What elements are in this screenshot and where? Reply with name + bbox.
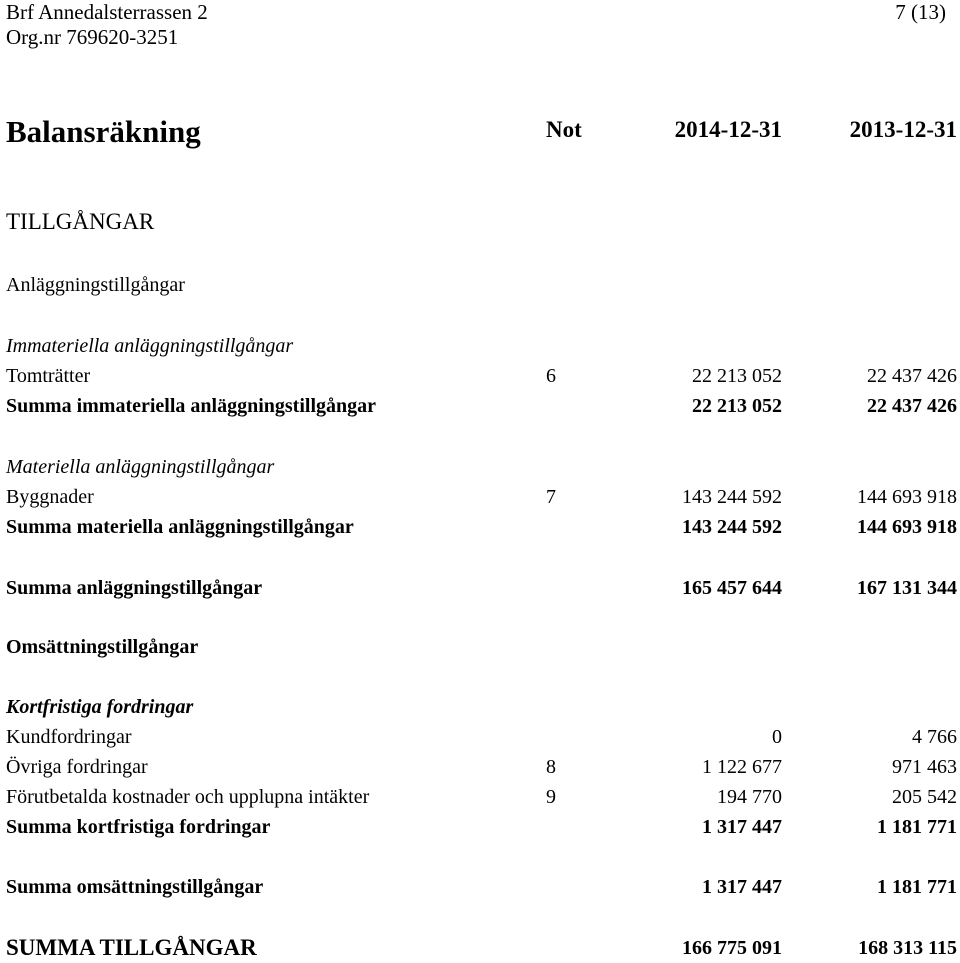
table-row-summa-immateriella [0, 391, 960, 421]
row-value-2013: 205 542 [892, 786, 957, 808]
row-value-2014: 143 244 592 [682, 516, 782, 538]
row-value-2014: 1 122 677 [702, 756, 782, 778]
table-row-byggnader [0, 482, 960, 512]
table-row-summa-kortfristiga [0, 812, 960, 842]
row-value-2013: 144 693 918 [857, 486, 957, 508]
row-label: Tomträtter [6, 365, 91, 387]
table-row-tomtratter [0, 361, 960, 391]
row-value-2014: 1 317 447 [702, 816, 782, 838]
organization-number: Org.nr 769620-3251 [6, 25, 179, 49]
row-label: Byggnader [6, 486, 94, 508]
row-value-2014: 0 [772, 726, 782, 748]
table-row-summa-omsattningstillgangar [0, 872, 960, 902]
section-heading-anlaggningstillgangar [0, 270, 960, 300]
row-label: Summa anläggningstillgångar [6, 577, 263, 599]
row-label: Summa kortfristiga fordringar [6, 816, 271, 838]
row-value-2013: 1 181 771 [877, 876, 957, 898]
row-label: Summa omsättningstillgångar [6, 876, 264, 898]
column-header-note: Not [546, 117, 582, 142]
page-number: 7 (13) [895, 0, 946, 24]
subsection-heading-kortfristiga [0, 692, 960, 722]
row-label: Förutbetalda kostnader och upplupna intäkter [6, 786, 370, 808]
row-value-2014: 22 213 052 [692, 365, 782, 387]
section-heading-tillgangar [0, 207, 960, 237]
row-note: 8 [546, 756, 556, 778]
row-value-2013: 4 766 [912, 726, 957, 748]
row-value-2013: 1 181 771 [877, 816, 957, 838]
column-header-year-2013: 2013-12-31 [849, 117, 957, 142]
row-label: Kortfristiga fordringar [6, 696, 194, 718]
row-value-2014: 22 213 052 [692, 395, 782, 417]
row-label: Omsättningstillgångar [6, 636, 199, 658]
row-value-2013: 167 131 344 [857, 577, 957, 599]
table-row-kundfordringar [0, 722, 960, 752]
page-title: Balansräkning [6, 114, 201, 149]
subsection-heading-materiella [0, 452, 960, 482]
row-value-2014: 1 317 447 [702, 876, 782, 898]
table-row-ovriga-fordringar [0, 752, 960, 782]
row-note: 9 [546, 786, 556, 808]
row-label: Övriga fordringar [6, 756, 148, 778]
section-heading-omsattningstillgangar [0, 632, 960, 662]
row-label: Anläggningstillgångar [6, 274, 185, 296]
row-label: TILLGÅNGAR [6, 209, 155, 234]
row-label: Materiella anläggningstillgångar [6, 456, 275, 478]
row-value-2014: 194 770 [717, 786, 782, 808]
row-note: 7 [546, 486, 556, 508]
organization-name: Brf Annedalsterrassen 2 [6, 0, 208, 24]
row-label: Immateriella anläggningstillgångar [6, 335, 294, 357]
row-value-2013: 22 437 426 [867, 395, 957, 417]
table-row-summa-anlaggningstillgangar [0, 573, 960, 603]
row-label: Summa materiella anläggningstillgångar [6, 516, 354, 538]
row-value-2014: 165 457 644 [682, 577, 782, 599]
column-header-year-2014: 2014-12-31 [674, 117, 782, 142]
row-label: Kundfordringar [6, 726, 132, 748]
row-value-2014: 143 244 592 [682, 486, 782, 508]
row-value-2013: 168 313 115 [858, 937, 957, 959]
row-label: SUMMA TILLGÅNGAR [6, 935, 257, 960]
row-value-2013: 971 463 [892, 756, 957, 778]
row-value-2013: 144 693 918 [857, 516, 957, 538]
row-note: 6 [546, 365, 556, 387]
subsection-heading-immateriella [0, 331, 960, 361]
row-value-2013: 22 437 426 [867, 365, 957, 387]
table-row-summa-tillgangar [0, 933, 960, 963]
row-label: Summa immateriella anläggningstillgångar [6, 395, 376, 417]
table-row-forutbetalda-kostnader [0, 782, 960, 812]
row-value-2014: 166 775 091 [682, 937, 782, 959]
table-row-summa-materiella [0, 512, 960, 542]
